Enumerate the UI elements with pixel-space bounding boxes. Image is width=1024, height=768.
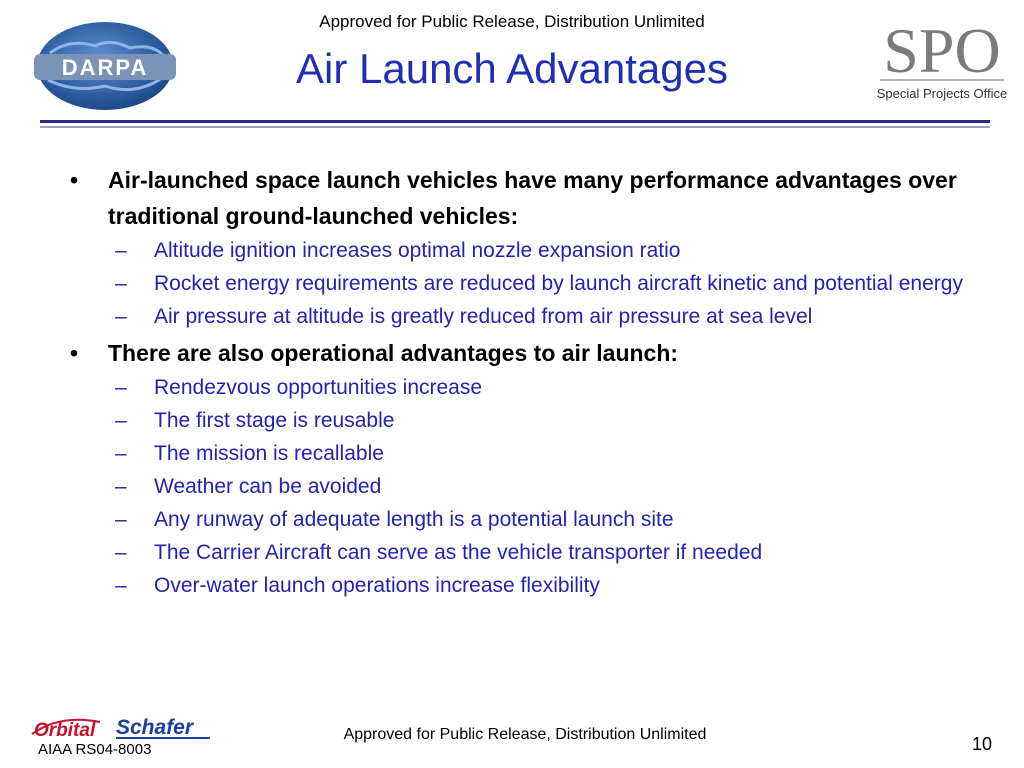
sub-bullet [70,536,970,569]
sub-bullet [70,404,970,437]
sub-bullet [70,371,970,404]
sub-bullet-text: Over-water launch operations increase flexibility [154,574,600,597]
bullet-dot-icon: • [70,167,79,193]
dash-icon: – [115,541,127,564]
slide-title: Air Launch Advantages [296,45,728,92]
dash-icon: – [115,239,127,262]
release-notice-top: Approved for Public Release, Distribution Unlimited [319,12,705,31]
header-rule-dark [40,120,990,123]
spo-logo-subtext: Special Projects Office [876,86,1008,101]
sub-bullet [70,503,970,536]
dash-icon: – [115,305,127,328]
darpa-logo-text: DARPA [61,55,149,80]
dash-icon: – [115,508,127,531]
page-number: 10 [972,734,993,754]
sub-bullet-text: Air pressure at altitude is greatly reduced from air pressure at sea level [154,305,813,328]
dash-icon: – [115,272,127,295]
dash-icon: – [115,376,127,399]
orbital-logo-text: Orbital [34,720,96,741]
sub-bullet-text: The mission is recallable [154,442,384,465]
sub-bullet-text: Altitude ignition increases optimal nozzle expansion ratio [154,239,681,262]
bullet-text: There are also operational advantages to air launch: [108,340,679,366]
sub-bullet-text: Weather can be avoided [154,475,382,498]
bullet-dot-icon: • [70,340,79,366]
sub-bullet [70,569,970,602]
aiaa-document-id: AIAA RS04-8003 [38,741,152,758]
sub-bullet-text: Rocket energy requirements are reduced by launch aircraft kinetic and potential energy [154,272,963,295]
sub-bullet [70,267,970,300]
sub-bullet-text: The first stage is reusable [154,409,395,432]
spo-logo [872,10,1012,106]
header-rule-light [40,126,990,128]
bullet-operational [70,335,970,371]
bullet-text: Air-launched space launch vehicles have many performance advantages over traditional ground-launched vehicles: [108,167,957,229]
sub-bullet [70,234,970,267]
dash-icon: – [115,409,127,432]
sub-bullet-text: Any runway of adequate length is a potential launch site [154,508,674,531]
dash-icon: – [115,574,127,597]
sub-bullet [70,300,970,333]
dash-icon: – [115,442,127,465]
sub-bullet-text: The Carrier Aircraft can serve as the vehicle transporter if needed [154,541,763,564]
release-notice-bottom: Approved for Public Release, Distribution Unlimited [343,726,707,743]
sub-bullet-text: Rendezvous opportunities increase [154,376,483,399]
slide-content [70,160,970,602]
schafer-logo-text: Schafer [116,716,194,739]
spo-logo-text: SPO [883,15,1001,86]
dash-icon: – [115,475,127,498]
sub-bullet [70,470,970,503]
sub-bullet [70,437,970,470]
darpa-logo [30,18,180,114]
bullet-performance [70,162,970,234]
